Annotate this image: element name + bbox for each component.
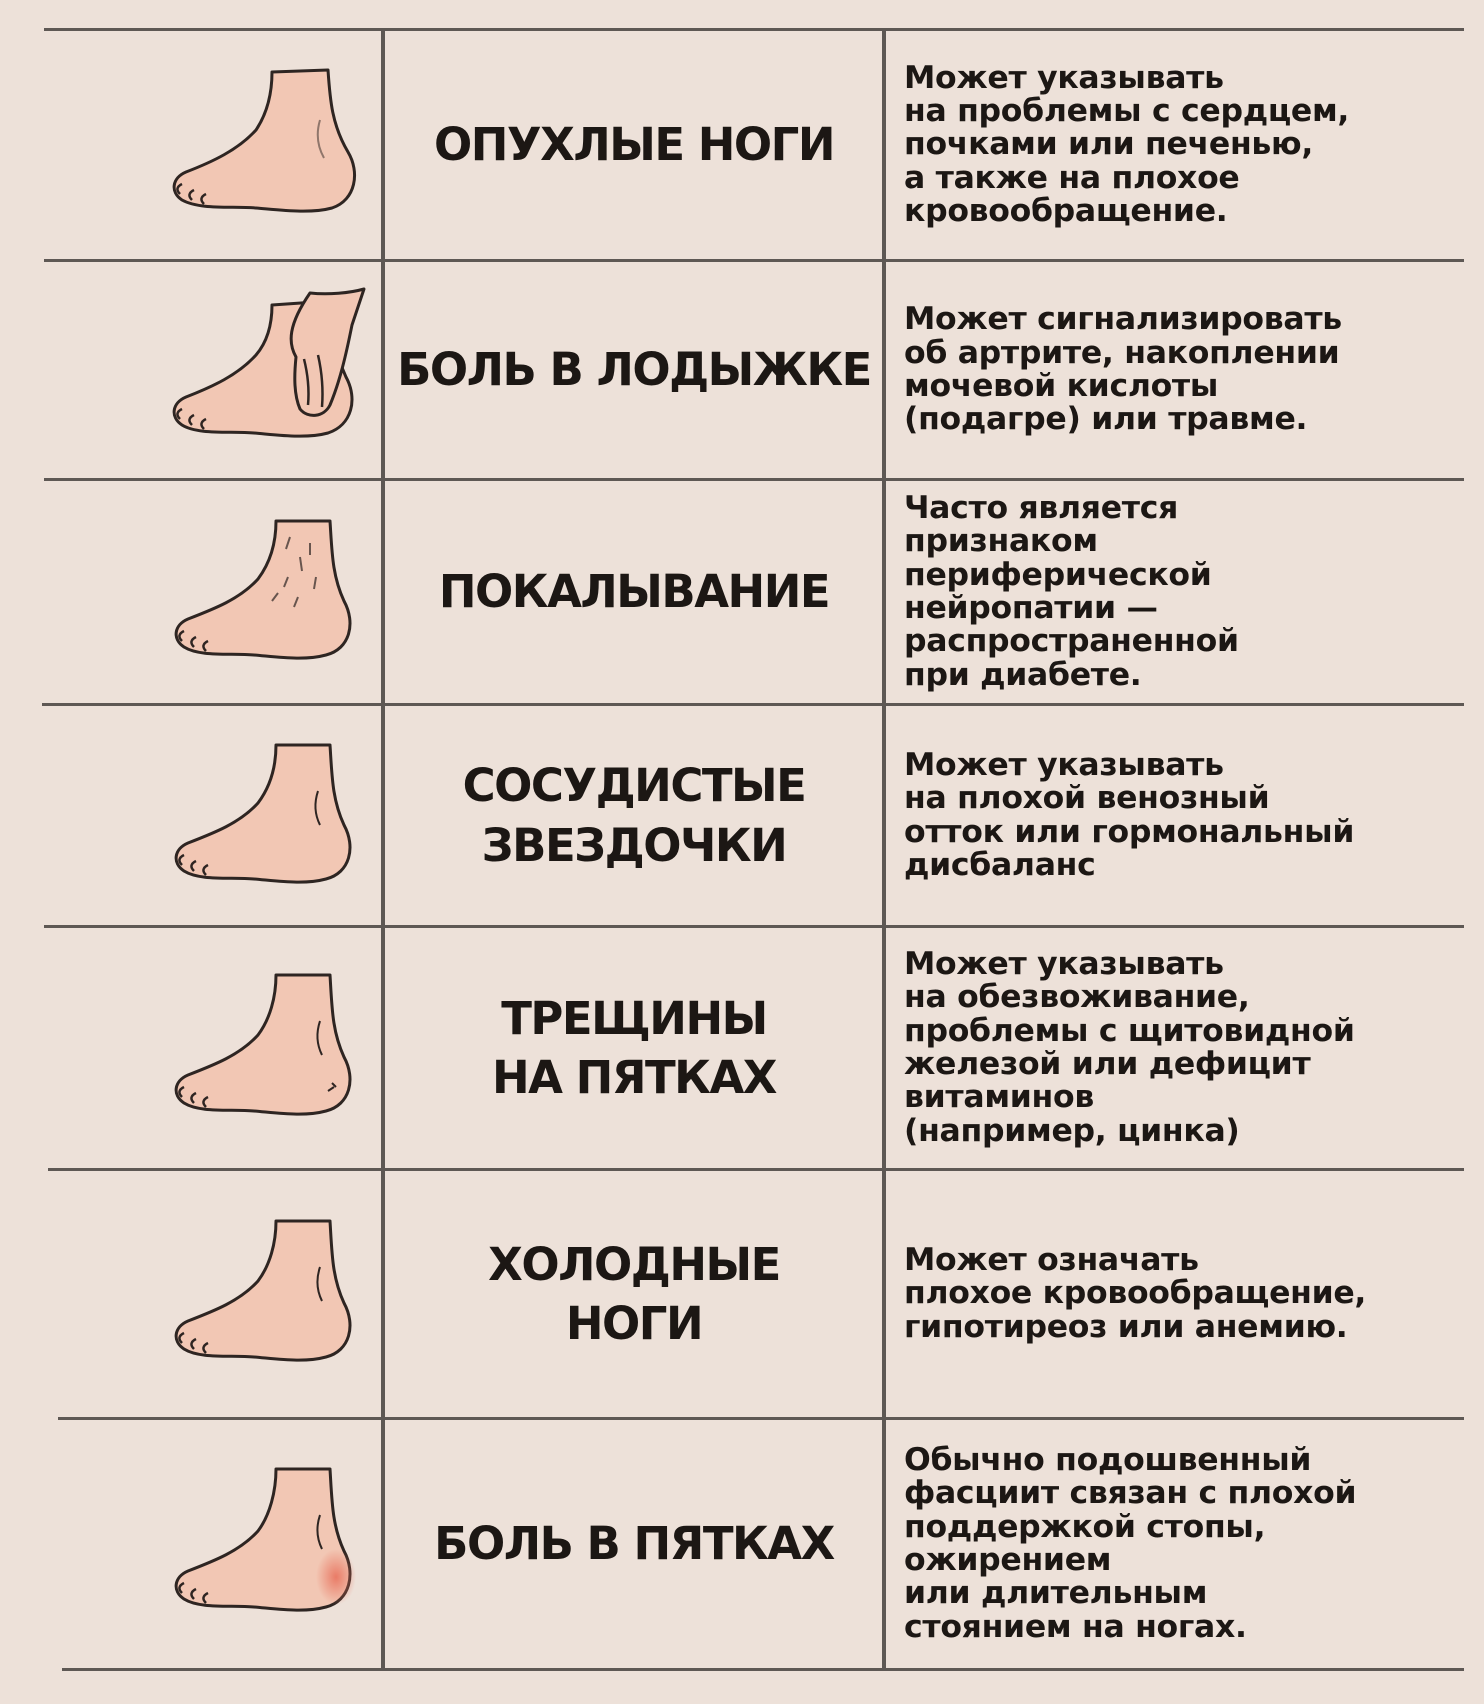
symptom-title: ОПУХЛЫЕ НОГИ [434,118,834,172]
symptom-description: Обычно подошвенный фасциит связан с плохой поддержкой стопы, ожирением или длительным стоянием на ногах. [904,1441,1357,1645]
symptom-description: Может указывать на проблемы с сердцем, почками или печенью, а также на плохое кровообращение. [904,59,1350,230]
symptom-row [0,481,1484,703]
symptom-title: БОЛЬ В ПЯТКАХ [434,1517,834,1571]
symptom-description: Может означать плохое кровообращение, гипотиреоз или анемию. [904,1241,1367,1345]
cold-foot-icon [150,1171,380,1417]
symptom-row [0,1171,1484,1417]
symptom-row [0,262,1484,478]
symptom-row [0,706,1484,925]
heel-pain-foot-icon [150,1420,380,1668]
symptom-description: Может указывать на обезвоживание, проблемы с щитовидной железой или дефицит витаминов (например, цинка) [904,945,1355,1149]
symptom-title: ХОЛОДНЫЕ НОГИ [488,1237,780,1350]
symptom-description: Может сигнализировать об артрите, накоплении мочевой кислоты (подагре) или травме. [904,301,1342,438]
symptom-description: Часто является признаком периферической нейропатии — распространенной при диабете. [904,489,1239,693]
symptom-title: ТРЕЩИНЫ НА ПЯТКАХ [492,991,776,1104]
symptom-row [0,928,1484,1168]
row-divider [62,1668,1464,1671]
swollen-foot-icon [150,31,380,259]
symptom-title: БОЛЬ В ЛОДЫЖКЕ [397,343,871,397]
ankle-pain-foot-icon [150,262,380,478]
symptom-title: ПОКАЛЫВАНИЕ [438,565,830,619]
symptom-title: СОСУДИСТЫЕ ЗВЕЗДОЧКИ [462,759,806,872]
symptom-description: Может указывать на плохой венозный отток или гормональный дисбаланс [904,746,1355,883]
symptom-row [0,1420,1484,1668]
cracked-heel-foot-icon [150,928,380,1168]
spider-veins-foot-icon [150,706,380,925]
tingling-foot-icon [150,481,380,703]
symptom-row [0,31,1484,259]
